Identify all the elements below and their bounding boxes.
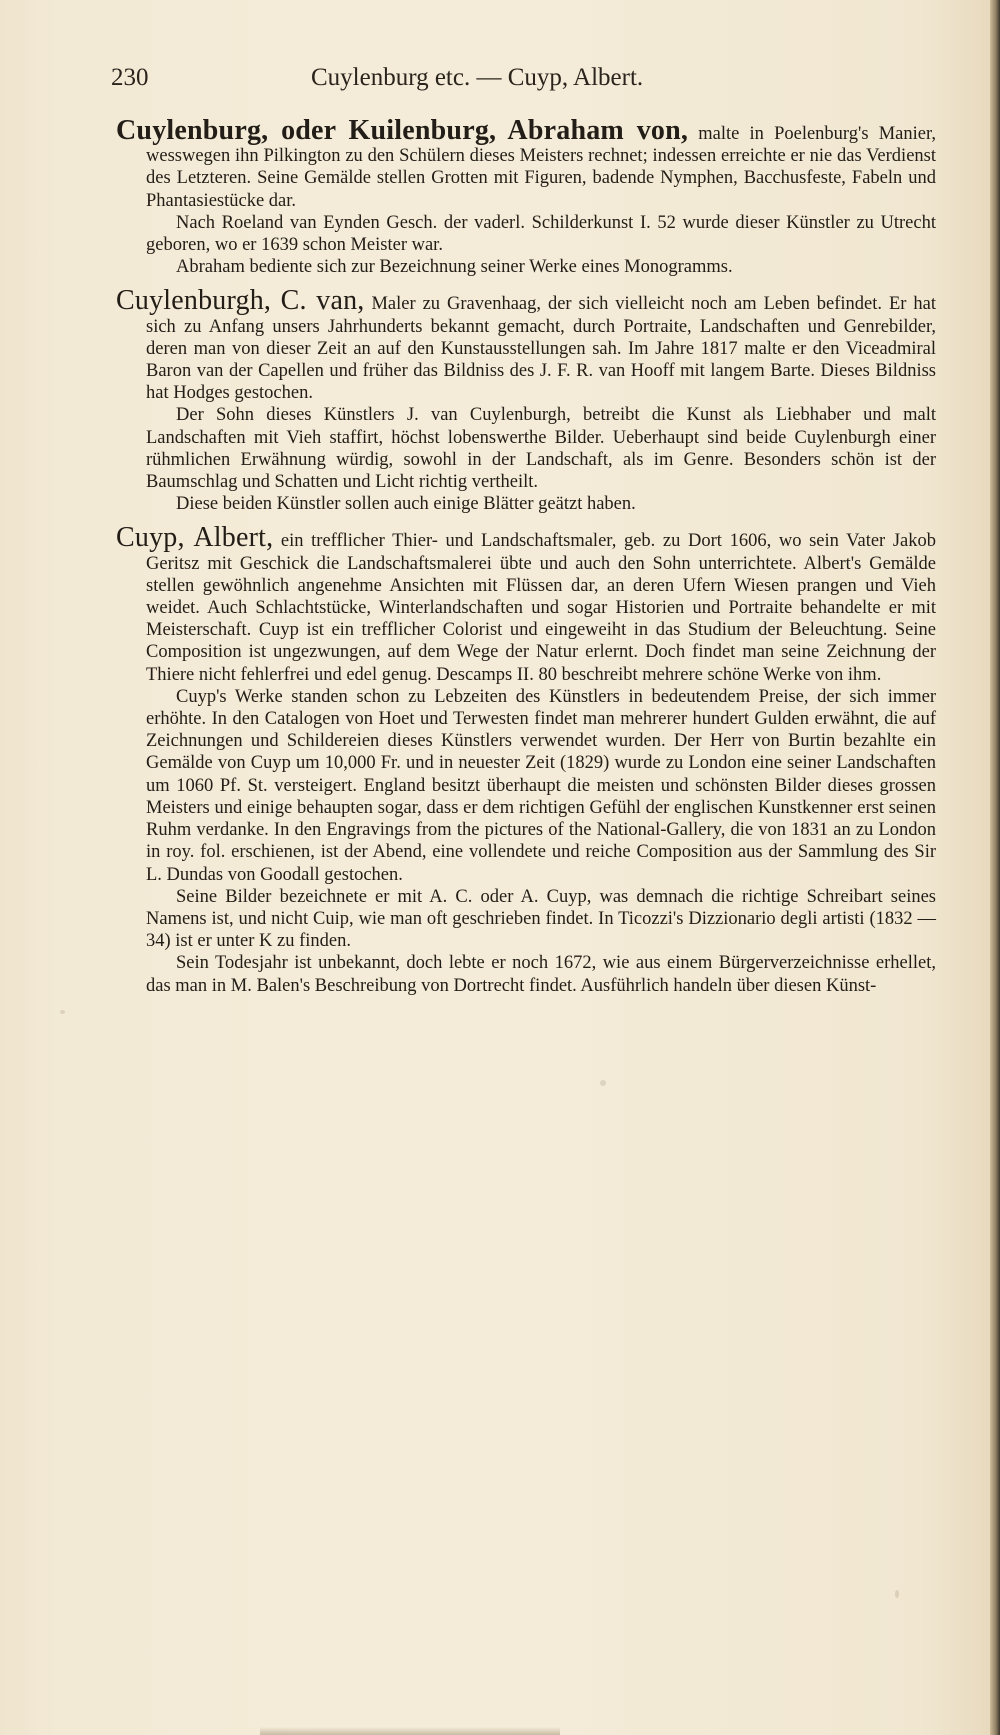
entry-paragraph xyxy=(116,522,937,685)
entry-paragraph: Der Sohn dieses Künstlers J. van Cuylenburgh, betreibt die Kunst als Liebhaber und malt Landschaften mit Vieh staffirt, höchst lobenswerthe Bilder. Ueberhaupt sind beide Cuylenburgh einer rühmlichen Erwähnung würdig, sowohl in der Landschaft, als im Genre. Besonders schön ist der Baumschlag und Schatten und Licht richtig vertheilt. xyxy=(146,405,936,493)
entry-cuylenburg xyxy=(116,115,937,278)
entry-cuyp-albert xyxy=(116,522,937,996)
entry-headword: Cuylenburgh, C. van, xyxy=(116,285,365,317)
paper-spot xyxy=(60,1010,65,1014)
page-bottom-shadow xyxy=(260,1727,560,1735)
entry-paragraph xyxy=(116,115,937,212)
entry-headword: Cuyp, Albert, xyxy=(116,522,274,554)
running-head: Cuylenburg etc. — Cuyp, Albert. xyxy=(311,64,644,91)
entry-headword: Cuylenburg, oder Kuilenburg, Abraham von, xyxy=(116,115,689,146)
entry-paragraph: Abraham bediente sich zur Bezeichnung seiner Werke eines Monogramms. xyxy=(176,257,733,278)
running-header xyxy=(111,64,931,104)
entry-paragraph: Diese beiden Künstler sollen auch einige Blätter geätzt haben. xyxy=(176,494,636,515)
entry-paragraph: Nach Roeland van Eynden Gesch. der vaderl. Schilderkunst I. 52 wurde dieser Künstler zu Utrecht geboren, wo er 1639 schon Meister war. xyxy=(146,212,936,256)
page-number: 230 xyxy=(111,64,149,91)
entry-paragraph: Sein Todesjahr ist unbekannt, doch lebte er noch 1672, wie aus einem Bürgerverzeichnisse erhellet, das man in M. Balen's Beschreibung von Dortrecht findet. Ausführlich handeln über diesen Künst- xyxy=(146,953,936,996)
entry-paragraph: Seine Bilder bezeichnete er mit A. C. oder A. Cuyp, was demnach die richtige Schreibart seines Namens ist, und nicht Cuip, wie man oft geschrieben findet. In Ticozzi's Dizzionario degli artisti (1832 — 34) ist er unter K zu finden. xyxy=(146,886,936,952)
entry-text: Maler zu Gravenhaag, der sich vielleicht noch am Leben befindet. Er hat sich zu Anfang unsers Jahrhunderts bekannt gemacht, durch Portraite, Landschaften und Genrebilder, deren man von dieser Zeit an auf den Kunstausstellungen sah. Im Jahre 1817 malte er den Viceadmiral Baron van der Capellen und früher das Bildniss des J. F. R. van Hooff mit langem Barte. Dieses Bildniss hat Hodges gestochen. xyxy=(146,294,937,404)
entry-cuylenburgh xyxy=(116,285,937,515)
entry-paragraph: Cuyp's Werke standen schon zu Lebzeiten des Künstlers in bedeutendem Preise, der sich immer erhöhte. In den Catalogen von Hoet und Terwesten findet man mehrerer hundert Gulden erwähnt, die auf Zeichnungen und Schildereien dieses Künstlers verwendet wurden. Der Herr von Burtin bezahlte ein Gemälde von Cuyp um 10,000 Fr. und in neuester Zeit (1829) wurde zu London eine seiner Landschaften um 1060 Pf. St. versteigert. England besitzt überhaupt die meisten und schönsten Bilder dieses grossen Meisters und einige behaupten sogar, dass er dem richtigen Gefühl der englischen Kunstkenner erst seinen Ruhm verdanke. In den Engravings from the pictures of the National-Gallery, die von 1831 an zu London in roy. fol. erschienen, ist der Abend, eine vollendete und reiche Composition aus der Sammlung des Sir L. Dundas von Goodall gestochen. xyxy=(146,686,936,885)
entry-text: ein trefflicher Thier- und Landschaftsmaler, geb. zu Dort 1606, wo sein Vater Jakob Geritsz mit Geschick die Landschaftsmalerei übte und auch den Sohn unterrichtete. Albert's Gemälde stellen gewöhnlich angenehme Ansichten mit Flüssen dar, an deren Ufern Wiesen prangen und Vieh weidet. Auch Schlachtstücke, Winterlandschaften und sogar Historien und Portraite behandelte er mit Meisterschaft. Cuyp ist ein trefflicher Colorist und eingeweiht in das Studium der Beleuchtung. Seine Composition ist ungezwungen, auf dem Wege der Natur erlernt. Doch findet man seine Zeichnung der Thiere nicht fehlerfrei und edel genug. Descamps II. 80 beschreibt mehrere schöne Werke von ihm. xyxy=(146,531,937,685)
paper-spot xyxy=(895,1590,899,1598)
entry-text: malte in Poelenburg's Manier, wesswegen ihn Pilkington zu den Schülern dieses Meisters rechnet; indessen erreichte er nie das Verdienst des Letzteren. Seine Gemälde stellen Grotten mit Figuren, badende Nymphen, Bacchusfeste, Fabeln und Phantasiestücke dar. xyxy=(146,124,937,211)
paper-spot xyxy=(600,1080,606,1086)
page-body xyxy=(116,115,937,1009)
page-edge xyxy=(990,0,1000,1735)
entry-paragraph xyxy=(116,285,937,404)
